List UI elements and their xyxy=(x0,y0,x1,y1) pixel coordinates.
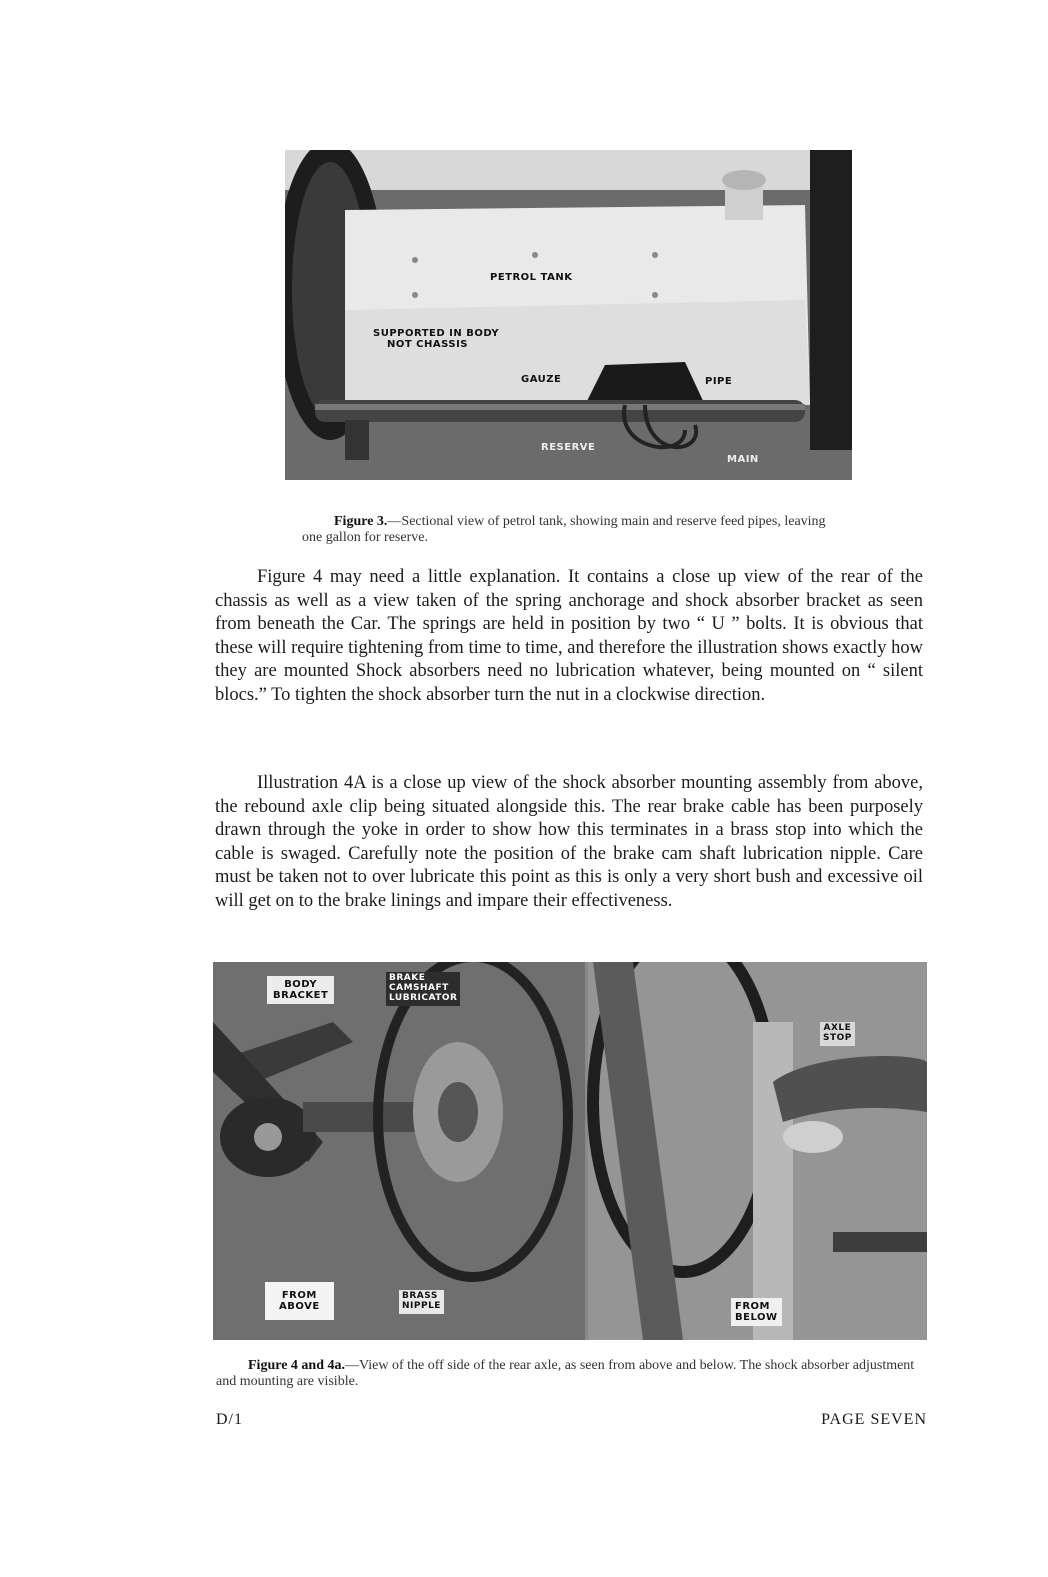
brake-label-line1: BRAKE xyxy=(389,973,426,983)
from-above-line2: ABOVE xyxy=(279,1301,320,1312)
petrol-tank-label: PETROL TANK xyxy=(490,272,573,283)
figure-4-caption xyxy=(216,1358,928,1390)
paragraph-2: Illustration 4A is a close up view of the shock absorber mounting assembly from above, the rebound axle clip being situated alongside this. The rear brake cable has been purposely drawn through the yoke in order to show how this terminates in a brass stop into which the cable is swaged. Carefully note the position of the brake cam shaft lubrication nipple. Care must be taken not to over lubricate this point as this is only a very short bush and excessive oil will get on to the brake linings and impare their effectiveness. xyxy=(215,773,923,911)
reserve-label: RESERVE xyxy=(541,442,596,453)
from-below-line1: FROM xyxy=(735,1301,770,1312)
from-above-label xyxy=(265,1282,334,1320)
axle-stop-label xyxy=(820,1022,855,1046)
from-above-line1: FROM xyxy=(281,1290,317,1301)
brass-label-line2: NIPPLE xyxy=(402,1300,441,1311)
supported-label-line1: SUPPORTED IN BODY xyxy=(373,328,500,339)
body-bracket-label xyxy=(267,976,334,1004)
figure-4-caption-label: Figure 4 and 4a. xyxy=(248,1358,345,1373)
from-below-line2: BELOW xyxy=(735,1312,778,1323)
axle-label-line2: STOP xyxy=(823,1032,852,1043)
from-below-label xyxy=(731,1298,782,1326)
body-bracket-line1: BODY xyxy=(284,979,318,990)
supported-in-body-label xyxy=(373,328,499,350)
figure-4-photo xyxy=(213,962,927,1340)
petrol-tank-illustration xyxy=(285,150,852,480)
figure-3-caption xyxy=(302,514,847,546)
brake-label-line2: CAMSHAFT xyxy=(389,982,449,993)
figure-3-photo xyxy=(285,150,852,480)
axle-label-line1: AXLE xyxy=(823,1023,852,1033)
gauze-label: GAUZE xyxy=(521,374,562,385)
brass-nipple-label xyxy=(399,1290,444,1314)
brake-camshaft-lubricator-label xyxy=(386,972,460,1006)
page-number: PAGE SEVEN xyxy=(821,1411,927,1428)
figure-4-caption-text: —View of the off side of the rear axle, as seen from above and below. The shock absorber adjustment and mounting are visible. xyxy=(216,1358,915,1389)
body-bracket-line2: BRACKET xyxy=(273,990,329,1001)
figure-3-caption-label: Figure 3. xyxy=(334,514,388,529)
footer-left-code: D/1 xyxy=(216,1411,243,1428)
main-label: MAIN xyxy=(727,454,759,465)
paragraph-1: Figure 4 may need a little explanation. It contains a close up view of the rear of the chassis as well as a view taken of the spring anchorage and shock absorber bracket as seen from beneath the Car. The springs are held in position by two “ U ” bolts. It is obvious that these will require tightening from time to time, and therefore the illustration shows exactly how they are mounted Shock absorbers need no lubrication whatever, being mounted on “ silent blocs.” To tighten the shock absorber turn the nut in a clockwise direction. xyxy=(215,567,923,705)
brake-label-line3: LUBRICATOR xyxy=(389,992,458,1003)
supported-label-line2: NOT CHASSIS xyxy=(387,339,468,350)
brass-label-line1: BRASS xyxy=(402,1291,438,1301)
pipe-label: PIPE xyxy=(705,376,733,387)
figure-3-caption-text: —Sectional view of petrol tank, showing main and reserve feed pipes, leaving one gallon for reserve. xyxy=(302,514,826,545)
